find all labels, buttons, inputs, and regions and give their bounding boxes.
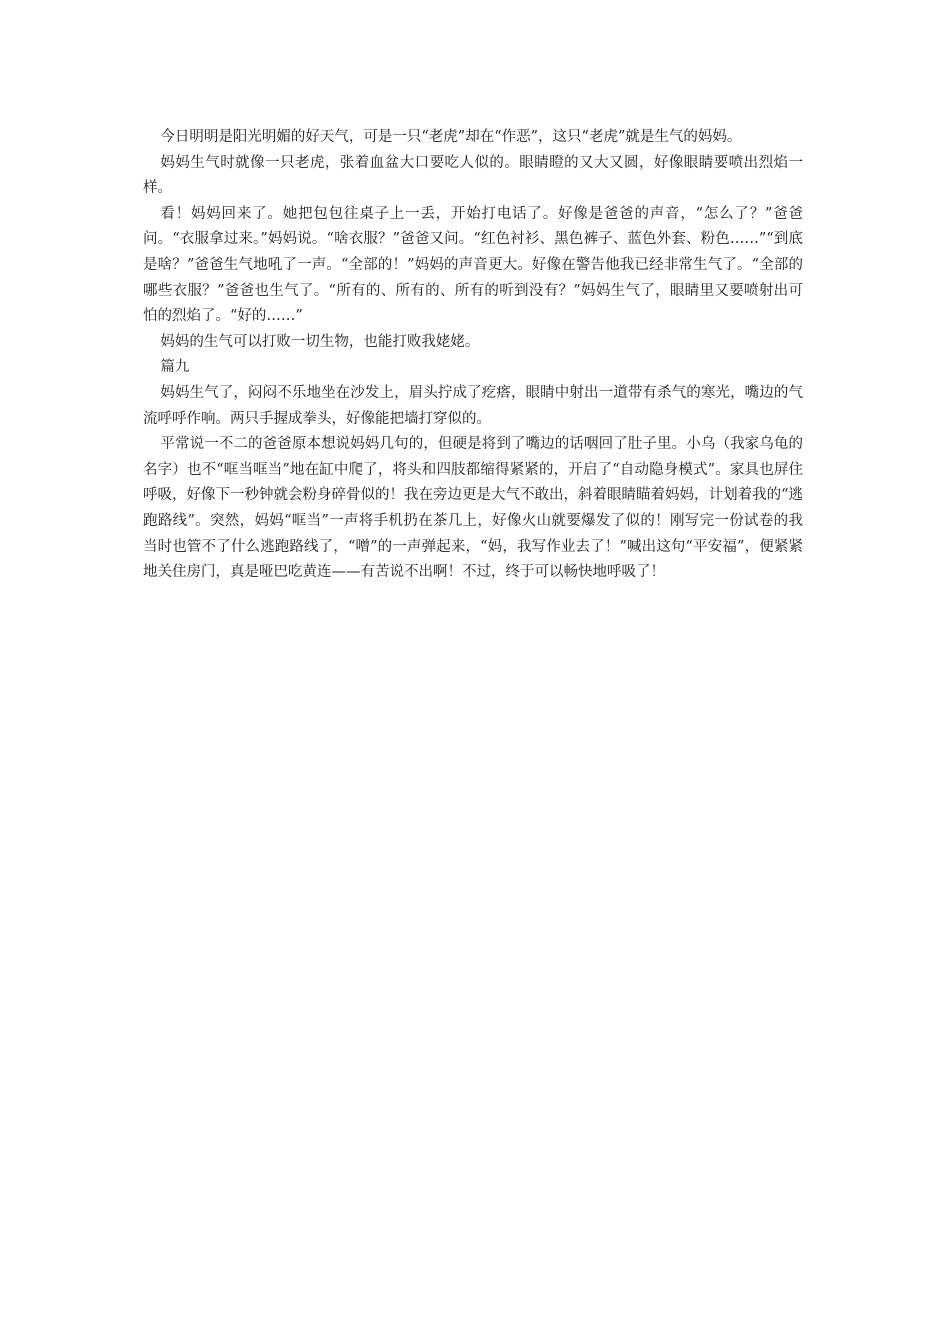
paragraph-5: 妈妈生气了，闷闷不乐地坐在沙发上，眉头拧成了疙瘩，眼睛中射出一道带有杀气的寒光，嘴边的气流呼呼作响。两只手握成拳头，好像能把墙打穿似的。: [143, 384, 803, 427]
document-body: [143, 125, 803, 586]
paragraph-2: 妈妈生气时就像一只老虎，张着血盆大口要吃人似的。眼睛瞪的又大又圆，好像眼睛要喷出烈焰一样。: [143, 154, 803, 197]
paragraph-3: 看！妈妈回来了。她把包包往桌子上一丢，开始打电话了。好像是爸爸的声音，“怎么了？”爸爸问。“衣服拿过来。”妈妈说。“啥衣服？”爸爸又问。“红色衬衫、黑色裤子、蓝色外套、粉色……”“到底是啥？”爸爸生气地吼了一声。“全部的！”妈妈的声音更大。好像在警告他我已经非常生气了。“全部的哪些衣服？”爸爸也生气了。“所有的、所有的、所有的听到没有？”妈妈生气了，眼睛里又要喷射出可怕的烈焰了。“好的……”: [143, 205, 803, 325]
paragraph-1: 今日明明是阳光明媚的好天气，可是一只“老虎”却在“作恶”，这只“老虎”就是生气的妈妈。: [160, 129, 742, 145]
paragraph-6: 平常说一不二的爸爸原本想说妈妈几句的，但硬是将到了嘴边的话咽回了肚子里。小乌（我家乌龟的名字）也不“哐当哐当”地在缸中爬了，将头和四肢都缩得紧紧的，开启了“自动隐身模式”。家具也屏住呼吸，好像下一秒钟就会粉身碎骨似的！我在旁边更是大气不敢出，斜着眼睛瞄着妈妈，计划着我的“逃跑路线”。突然，妈妈“哐当”一声将手机扔在茶几上，好像火山就要爆发了似的！刚写完一份试卷的我当时也管不了什么逃跑路线了，“噌”的一声弹起来，“妈，我写作业去了！”喊出这句“平安福”，便紧紧地关住房门，真是哑巴吃黄连——有苦说不出啊！不过，终于可以畅快地呼吸了！: [143, 436, 803, 581]
paragraph-4: 妈妈的生气可以打败一切生物，也能打败我姥姥。: [160, 333, 480, 350]
section-heading: 篇九: [160, 359, 190, 376]
